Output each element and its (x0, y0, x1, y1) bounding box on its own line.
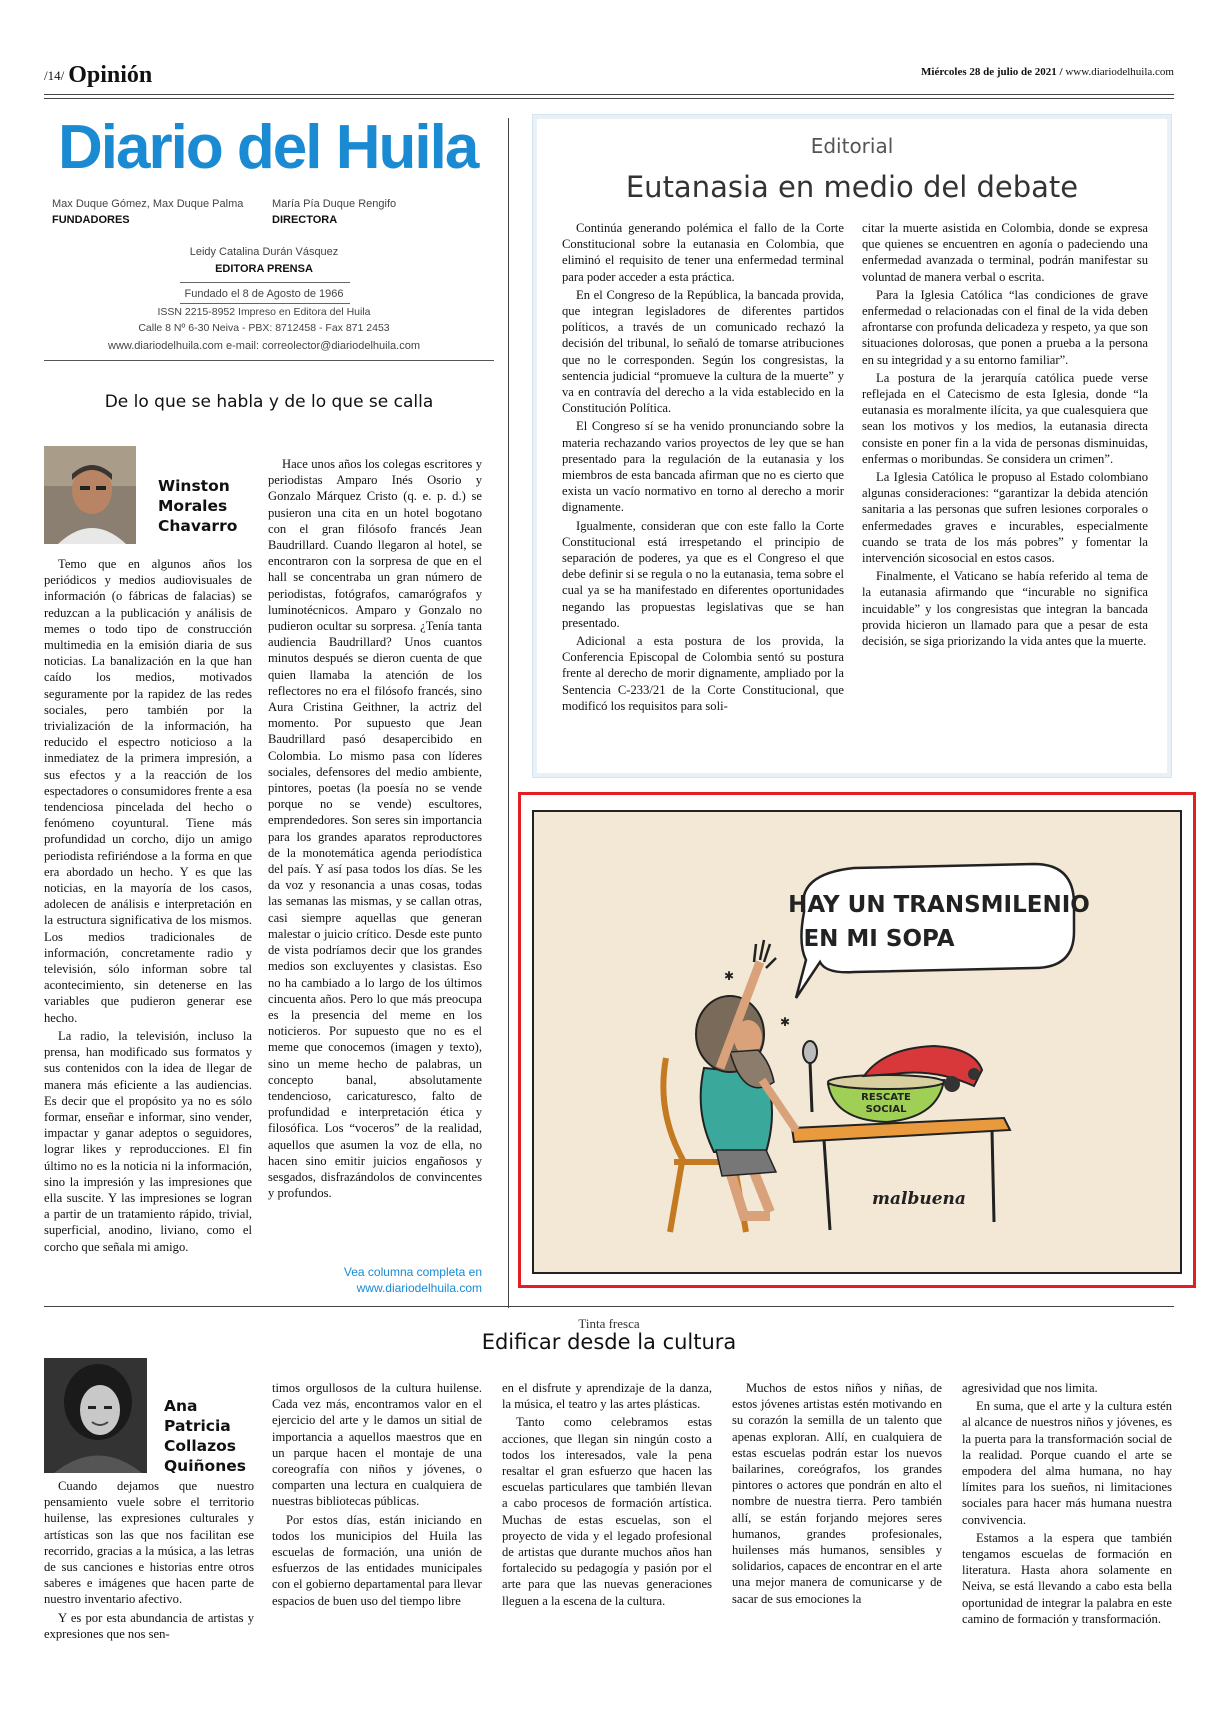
author-photo (44, 446, 136, 544)
director-label: DIRECTORA (272, 214, 338, 226)
paragraph: Cuando dejamos que nuestro pensamiento vuele sobre el territorio huilense, las expresiones culturales y artísticas son las que nos facilitan ese recorrido, gracias a la música, a las letras de sus canciones e historias entre otros saberes e imágenes que hacen parte de nuestro inventario afectivo. (44, 1479, 254, 1607)
author-photo (44, 1358, 147, 1473)
paragraph: En el Congreso de la República, la bancada provida, que integran legisladores de diferentes partidos políticos, a través de un comunicado rechazó la decisión del tribunal, lo señaló de tomarse atribuciones que no le corresponden. Según los congresistas, la sentencia judicial “promueve la cultura de la muerte” y va en contravía del derecho a la vida establecido en la Constitución Política. (562, 287, 844, 416)
author-name: Ana Patricia Collazos Quiñones (164, 1397, 246, 1475)
section-divider (44, 1306, 1174, 1307)
paragraph: Y es por esta abundancia de artistas y expresiones que nos sen- (44, 1610, 254, 1641)
author-portrait-icon (44, 1358, 147, 1473)
masthead-divider (180, 303, 350, 304)
paragraph: Muchos de estos niños y niñas, de estos jóvenes artistas estén motivando en su corazón la semilla de un talento que apenas exploran. Allí, en cualquiera de estas escuelas podrán estar los nuevos bailarines, coreógrafos, los grandes pintores o actores que pondrán en alto el nombre de nuestra tierra. Pero también allí, se están forjando mejores seres humanos, grandes profesionales, huilenses más humanos, sensibles y solidarios, capaces de encontrar en el arte una mejor manera de comunicarse y de sacar de sus emociones la (732, 1381, 942, 1606)
paragraph: Tanto como celebramos estas acciones, que llegan sin ningún costo a todos los interesados, vale la pena resaltar el gran esfuerzo que hacen las escuelas particulares que también llevan a cabo procesos de formación artística. Muchas de estas escuelas, son el proyecto de vida y el legado profesional de artistas que durante muchos años han fortalecido su pedagogía y pasión por el arte para que las nuevas generaciones lleguen a la escena de la cultura. (502, 1415, 712, 1608)
paragraph: La Iglesia Católica le propuso al Estado colombiano algunas consideraciones: “garantizar la debida atención sanitaria a las personas que sufren lesiones corporales o enfermedades graves e incurables, especialmente cuando se trata de los más pobres” y fomentar la intervención sicosocial en estos casos. (862, 470, 1148, 566)
masthead-bottom-divider (44, 360, 494, 361)
section-kicker: Tinta fresca (578, 1316, 640, 1331)
author-name: Winston Morales Chavarro (158, 477, 238, 535)
page-header-section (44, 62, 152, 89)
paragraph: Adicional a esta postura de los provida, la Conferencia Episcopal de Colombia sentó su postura frente al derecho de morir dignamente, ampliado por la Sentencia C-233/21 de la Corte Constitucional, que modificó los requisitos para soli- (562, 634, 844, 713)
column-divider (508, 118, 509, 1308)
column-text-2 (272, 1380, 482, 1611)
paragraph: Hace unos años los colegas escritores y periodistas Amparo Inés Osorio y Gonzalo Márquez Cristo (q. e. p. d.) se pusieron una cita en un hotel bogotano con el gran filósofo francés Jean Baudrillard. Cuando llegaron al hotel, se encontraron con la sorpresa de que en el hall se concentraba un gran número de periodistas, fotógrafos, camarógrafos y luminotécnicos. Amparo y Gonzalo no pudieron ocultar su sorpresa. ¿Tenía tanta audiencia Baudrillard? Unos cuantos minutos después se dieron cuenta de que quien llamaba la atención de los reflectores no era el filósofo francés, sino Aura Cristina Geithner, la actriz del momento. Por supuesto que Jean Baudrillard pasó desapercibido en Colombia. Lo mismo pasa con líderes sociales, defensores del medio ambiente, pintores, poetas (la poesía no se vende porque no se vende) escultores, emprendedores. Son seres sin importancia para los grandes aparatos reproductores de la monotemática agenda periodística del país. Y así pasa todos los días. Se les da voz y resonancia a unas cosas, todas las semanas las mismas, y se callan otras, casi siempre aquellas que generan malestar o juicio crítico. Desde este punto de vista podríamos decir que los grandes medios son excluyentes y clasistas. Eso no ha cambiado a lo largo de los últimos cincuenta años. Pero lo que más preocupa es la presencia del meme en los noticieros. Por supuesto que no es el meme que conocemos (imagen y texto), sino un meme hecho de palabras, un concepto banal, absolutamente tendencioso, caricaturesco, falto de profundidad e interpretación ética y filosófica. Los “voceros” de la realidad, aquellos que asumen la voz de ella, no hacen sino emitir juicios engañosos y sesgados, disfrazándolos de convincentes y profundos. (268, 457, 482, 1201)
paragraph: Igualmente, consideran que con este fallo la Corte Constitucional está irrespetando el principio de separación de poderes, ya que es el Congreso el que debe definir si se regula o no la eutanasia, tema sobre el cual ya se ha manifestado en diferentes oportunidades negando las propuestas legislativas que se han presentado. (562, 518, 844, 630)
header-divider (44, 94, 1174, 99)
editor-label: EDITORA PRENSA (215, 263, 313, 275)
paragraph: en el disfrute y aprendizaje de la danza, la música, el teatro y las artes plásticas. (502, 1381, 712, 1412)
svg-text:✱: ✱ (780, 1015, 791, 1029)
paragraph: Para la Iglesia Católica “las condiciones de grave enfermedad o relacionadas con el final de la vida deben afrontarse con profunda delicadeza y respeto, ya que son situaciones dolorosas, que ponen a prueba a la persona en su integridad y a su entorno familiar”. (862, 287, 1148, 367)
header-url-link[interactable]: www.diariodelhuila.com (1065, 66, 1174, 78)
founders-label: FUNDADORES (52, 214, 130, 226)
column-title: Edificar desde la cultura (481, 1330, 737, 1354)
svg-text:✱: ✱ (724, 969, 735, 983)
paragraph: agresividad que nos limita. (962, 1381, 1098, 1395)
column-text-1 (44, 1478, 254, 1644)
paragraph: timos orgullosos de la cultura huilense. Cada vez más, encontramos valor en el ejercicio del arte y le damos un sitial de importancia a aquellos maestros que en un parque hacen el montaje de una coreografía con niños y jóvenes, o comparten una lectura en cualquiera de nuestras bibliotecas públicas. (272, 1381, 482, 1509)
bowl-text-line2: SOCIAL (865, 1104, 907, 1115)
paragraph: La postura de la jerarquía católica puede verse reflejada en el Catecismo de esta Iglesia, donde “la eutanasia es moralmente ilícita, ya que cualesquiera que sean los motivos y los medios, la eutanasia directa consiste en poner fin a la vida de personas disminuidas, enfermas o moribundas. Se considera un crimen”. (862, 370, 1148, 466)
column-text-5 (962, 1380, 1172, 1629)
paragraph: En suma, que el arte y la cultura estén al alcance de nuestros niños y jóvenes, es la puerta para la transformación social de la realidad. Porque cuando el arte se empodera del alma humana, no hay límites para los sueños, ni limitaciones sociales para hacer más humana nuestra convivencia. (962, 1399, 1172, 1527)
paragraph: Temo que en algunos años los periódicos y medios audiovisuales de información (o fábricas de falacias) se reduzcan a la publicación y análisis de memes o todo tipo de construcción multimedia en la emisión diaria de sus noticias. La banalización en la que han caído los medios, motivados seguramente por la rapidez de las redes sociales, pero también por la trivialización de la información, ha reducido el espectro noticioso a la inmediatez de la primera impresión, a sus efectos y a la reacción de los espectadores o consumidores frente a esa tendenciosa pincelada del hecho o fenómeno coyuntural. Tiene más profundidad un corcho, dijo un amigo periodista refiriéndose a la forma en que era abordado un hecho. Y es que las noticias, en la mayoría de los casos, adolecen de análisis e interpretación en la estructura significativa de los mismos. Los medios tradicionales de información, concretamente radio y televisión, sólo informan sobre tal acontecimiento, sin detenerse en las variables que pudieron generar ese hecho. (44, 557, 252, 1025)
paragraph: Finalmente, el Vaticano se había referido al tema de la eutanasia afirmando que “incurable no significa incuidable” y los congresistas que integran la bancada provida hicieron un llamado para que a pesar de esta decisión, se siga priorizando la vida antes que la muerte. (862, 569, 1148, 649)
issue-date: Miércoles 28 de julio de 2021 (921, 66, 1057, 78)
editor-name: Leidy Catalina Durán Vásquez (189, 246, 339, 258)
issn-line: ISSN 2215-8952 Impreso en Editora del Huila (157, 306, 371, 318)
address-line: Calle 8 Nº 6-30 Neiva - PBX: 8712458 - Fax 871 2453 (138, 322, 390, 334)
column-text-4 (732, 1380, 942, 1609)
column-title: De lo que se habla y de lo que se calla (104, 392, 434, 412)
paragraph: La radio, la televisión, incluso la prensa, han modificado sus formatos y sus contenidos con la idea de llegar de manera más eficiente a las audiencias. Es decir que el propósito ya no es sólo formar, enseñar e informar, sino vender, impactar y ganar adeptos o seguidores, lograr likes y reproducciones. El fin último no es la noticia ni la información, sino la impresión y las impresiones que ella suscite. Y las impresiones se logran a partir de un tratamiento rápido, trivial, superficial, anodino, liviano, como el corcho que señala mi amigo. (44, 1028, 252, 1254)
speech-text-line2: EN MI SOPA (803, 926, 955, 952)
founded-date: Fundado el 8 de Agosto de 1966 (184, 288, 344, 300)
cartoonist-signature: malbuena (872, 1189, 966, 1209)
editorial-column-left (562, 220, 844, 716)
column-text-right (268, 456, 482, 1203)
page-number: /14/ (44, 68, 65, 84)
bowl-text-line1: RESCATE (861, 1092, 911, 1103)
full-column-link[interactable]: Vea columna completa en www.diariodelhuila.com (343, 1265, 482, 1295)
editorial-column-right (862, 220, 1148, 651)
paragraph: citar la muerte asistida en Colombia, donde se expresa que quienes se encuentren en agonía o padeciendo una enfermedad avanzada o terminal, podrán manifestar su voluntad de manera verbal o escrita. (862, 221, 1148, 284)
section-name: Opinión (68, 62, 153, 88)
web-email-line: www.diariodelhuila.com e-mail: correolector@diariodelhuila.com (108, 340, 420, 352)
paragraph: El Congreso sí se ha venido pronunciando sobre la materia rechazando varios proyectos de ley que se han presentado para la regulación de la eutanasia y los miembros de esta bancada afirman que no es cierto que exista un vacío normativo en torno al derecho a morir dignamente. (562, 419, 844, 515)
masthead-divider (180, 282, 350, 283)
founders-names: Max Duque Gómez, Max Duque Palma (52, 198, 244, 210)
paragraph: Continúa generando polémica el fallo de la Corte Constitucional sobre la eutanasia en Colombia, que eliminó el requisito de tener una enfermedad terminal para poder acceder a esta práctica. (562, 221, 844, 284)
cartoon-illustration-icon (534, 812, 1182, 1274)
paragraph: Estamos a la espera que también tengamos escuelas de formación en literatura. Hasta ahora solamente en Neiva, se está llevando a cabo esta bella oportunidad de integrar la palabra en este camino de formación y transformación. (962, 1530, 1172, 1626)
column-text-3 (502, 1380, 712, 1611)
newspaper-logo: Diario del Huila (58, 113, 478, 182)
paragraph: Por estos días, están iniciando en todos los municipios del Huila las escuelas de formación, una unión de esfuerzos de las entidades municipales con el gobierno departamental para llevar espacios de buen uso del tiempo libre (272, 1512, 482, 1608)
editorial-title: Eutanasia en medio del debate (625, 170, 1079, 204)
page-header-date: Miércoles 28 de julio de 2021 / www.diariodelhuila.com (921, 66, 1174, 78)
editorial-cartoon (532, 810, 1182, 1274)
director-name: María Pía Duque Rengifo (272, 198, 397, 210)
editorial-label: Editorial (810, 134, 894, 158)
author-portrait-icon (44, 446, 136, 544)
speech-text-line1: HAY UN TRANSMILENIO (788, 892, 1090, 918)
column-text-left (44, 556, 252, 1257)
